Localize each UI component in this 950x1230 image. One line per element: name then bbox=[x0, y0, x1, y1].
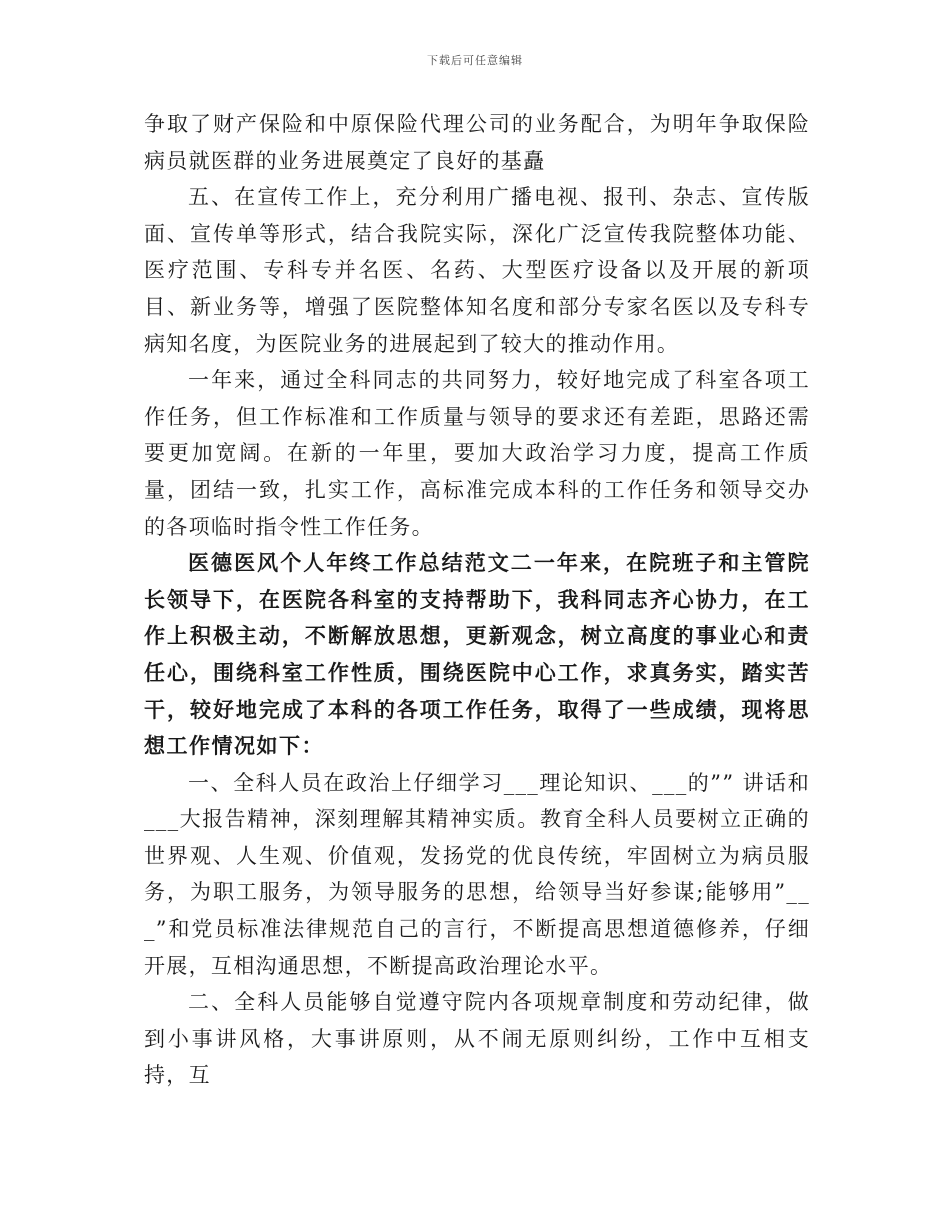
page-header: 下载后可任意编辑 bbox=[427, 54, 523, 67]
paragraph-section-two-heading: 医德医风个人年终工作总结范文二一年来，在院班子和主管院长领导下，在医院各科室的支持帮助下，我科同志齐心协力，在工作上积极主动，不断解放思想，更新观念，树立高度的事业心和责任心，围绕科室工作性质，围绕医院中心工作，求真务实，踏实苦干，较好地完成了本科的各项工作任务，取得了一些成绩，现将思想工作情况如下： bbox=[144, 550, 810, 759]
document-body bbox=[144, 106, 810, 1094]
paragraph-publicity: 五、在宣传工作上，充分利用广播电视、报刊、杂志、宣传版面、宣传单等形式，结合我院实际，深化广泛宣传我院整体功能、医疗范围、专科专并名医、名药、大型医疗设备以及开展的新项目、新业务等，增强了医院整体知名度和部分专家名医以及专科专病知名度，为医院业务的进展起到了较大的推动作用。 bbox=[144, 185, 810, 356]
paragraph-continuation: 争取了财产保险和中原保险代理公司的业务配合，为明年争取保险病员就医群的业务进展奠定了良好的基矗 bbox=[144, 112, 810, 173]
paragraph-discipline: 二、全科人员能够自觉遵守院内各项规章制度和劳动纪律，做到小事讲风格，大事讲原则，从不闹无原则纠纷，工作中互相支持，互 bbox=[144, 990, 810, 1088]
paragraph-political-study: 一、全科人员在政治上仔细学习___理论知识、___的”” 讲话和___大报告精神，深刻理解其精神实质。教育全科人员要树立正确的世界观、人生观、价值观，发扬党的优良传统，牢固树立为病员服务，为职工服务，为领导服务的思想，给领导当好参谋;能够用”___”和党员标准法律规范自己的言行，不断提高思想道德修养，仔细开展，互相沟通思想，不断提高政治理论水平。 bbox=[144, 770, 810, 978]
paragraph-year-summary: 一年来，通过全科同志的共同努力，较好地完成了科室各项工作任务，但工作标准和工作质量与领导的要求还有差距，思路还需要更加宽阔。在新的一年里，要加大政治学习力度，提高工作质量，团结一致，扎实工作，高标准完成本科的工作任务和领导交办的各项临时指令性工作任务。 bbox=[144, 368, 810, 539]
